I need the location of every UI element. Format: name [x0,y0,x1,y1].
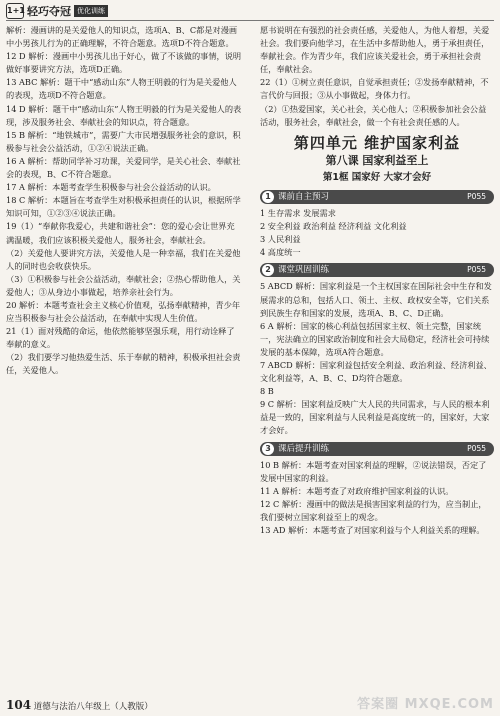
answer-paragraph: 17 A 解析：本题考查学生积极参与社会公益活动的认识。 [6,182,216,193]
answer-paragraph: 18 C 解析：本题旨在考查学生对积极承担责任的认识，根据所学知识可知，①②③④说法正确。 [6,195,241,219]
section-item: 7 ABCD 解析：国家利益包括安全利益、政治利益、经济利益、文化利益等，A、B、C、D均符合题意。 [260,359,492,384]
chapter-title: 第八课 国家利益至上 [325,153,429,167]
section-header [260,263,494,277]
answer-paragraph: 15 B 解析：“地铁城市”，需要广大市民增强服务社会的意识，积极参与社会公益活动，①②④说法正确。 [6,129,241,153]
section-label: 课堂巩固训练 [278,265,330,276]
watermark-logo: 答案圈 MXQE.COM [357,697,494,712]
answer-paragraph: （2）我们要学习他热爱生活、乐于奉献的精神，积极承担社会责任，关爱他人。 [6,352,241,376]
brand-sub: 优化训练 [74,5,108,17]
answer-paragraph: 12 D 解析：漫画中小男孩儿出于好心，做了不该做的事情，说明做好事要讲究方法，选项D正确。 [6,51,242,75]
section-label: 课后提升训练 [278,443,330,454]
section-item: 5 ABCD 解析：国家利益是一个主权国家在国际社会中生存和发展需求的总和，包括人口、领土、主权、政权安全等，它们关系到民族生存和国家的发展，选项A、B、C、D正确。 [260,281,492,318]
page-footer [6,698,153,712]
section-item: 3 人民利益 [260,234,301,245]
section-item: 10 B 解析：本题考查对国家利益的理解，②说法错误，否定了发展中国家的利益。 [260,459,487,483]
section-number-badge: 1 [262,191,274,203]
logo-mark: 1+1 [6,3,24,19]
sections [260,190,494,537]
header-rule [6,20,494,21]
section-item: 9 C 解析：国家利益反映广大人民的共同需求，与人民的根本利益是一致的，国家利益与人民利益是高度统一的，国家好，大家才会好。 [260,399,490,436]
answer-paragraph: 解析：漫画讲的是关爱他人的知识点，选项A、B、C都是对漫画中小男孩儿行为的正确理解，不符合题意。选项D不符合题意。 [6,25,238,49]
brand-name: 轻巧夺冠 [27,5,71,18]
section-item: 2 安全利益 政治利益 经济利益 文化利益 [260,221,407,232]
answer-paragraph: 愿书说明在有强烈的社会责任感，关爱他人，为他人着想，关爱社会。我们要向他学习，在生活中多帮助他人，勇于承担责任，奉献社会。作为青少年，我们应该关爱社会，勇于承担社会责任，奉献社会。 [260,25,490,75]
answer-paragraph: （2）关爱他人要讲究方法，关爱他人是一种幸福，我们在关爱他人的同时也会收获快乐。 [6,247,241,271]
answer-paragraph: 16 A 解析：帮助同学补习功课，关爱同学，是关心社会、奉献社会的表现，B、C不符合题意。 [6,155,241,180]
section-page-ref: P055 [467,265,486,275]
answer-paragraph: 19（1）“奉献你我爱心，共建和谐社会”：您的爱心会让世界充满温暖，我们应该积极关爱他人，服务社会，奉献社会。 [6,221,235,245]
section-number-badge: 3 [262,443,274,455]
lesson-title: 第1框 国家好 大家才会好 [322,171,432,183]
section-page-ref: P055 [467,192,486,202]
brand-logo [6,3,108,19]
section-item: 1 生存需求 发展需求 [260,208,336,219]
section-item: 6 A 解析：国家的核心利益包括国家主权、领土完整，国家统一，宪法确立的国家政治制度和社会大局稳定，经济社会可持续发展的基本保障，选项A符合题意。 [260,320,490,357]
right-column [260,24,494,537]
answer-paragraph: （2）①热爱国家，关心社会，关心他人；②积极参加社会公益活动，服务社会，奉献社会，做一个有社会责任感的人。 [260,103,487,127]
section-label: 课前自主预习 [278,192,330,203]
answer-paragraph: 20 解析：本题考查社会主义核心价值观，弘扬奉献精神，青少年应当积极参与社会公益活动，在奉献中实现人生价值。 [6,299,241,324]
section-header [260,442,494,456]
page-number: 104 [6,698,32,712]
book-title: 道德与法治八年级上（人教版） [33,702,153,712]
section-item: 12 C 解析：漫画中的做法是损害国家利益的行为，应当制止，我们要树立国家利益至上的观念。 [260,498,487,522]
section-item: 8 B [260,386,274,397]
answer-paragraph: 14 D 解析：题干中“感动山东”人物王明毅的行为是关爱他人的表现，涉及服务社会、奉献社会的知识点，符合题意。 [6,103,242,127]
page-header [0,0,500,22]
section-page-ref: P055 [467,443,486,453]
unit-title: 第四单元 维护国家利益 [293,133,461,152]
section-item: 4 高度统一 [260,247,301,258]
section-header [260,190,494,204]
right-top-answers [260,24,494,129]
left-column [6,24,242,378]
answer-paragraph: 13 ABC 解析：题干中“感动山东”人物王明毅的行为是关爱他人的表现，选项D不符合题意。 [6,77,237,101]
section-item: 11 A 解析：本题考查了对政府维护国家利益的认识。 [260,485,454,496]
answer-paragraph: （3）①积极参与社会公益活动，奉献社会；②热心帮助他人，关爱他人；③从身边小事做起，培养亲社会行为。 [6,273,241,297]
answer-paragraph: 22（1）①树立责任意识，自觉承担责任；②发扬奉献精神，不言代价与回报；③从小事做起，身体力行。 [260,77,489,101]
answer-paragraph: 21（1）面对残酷的命运，他依然能够坚强乐观，用行动诠释了奉献的意义。 [6,326,235,350]
section-item: 13 AD 解析：本题考查了对国家利益与个人利益关系的理解。 [260,525,485,535]
section-number-badge: 2 [262,264,274,276]
